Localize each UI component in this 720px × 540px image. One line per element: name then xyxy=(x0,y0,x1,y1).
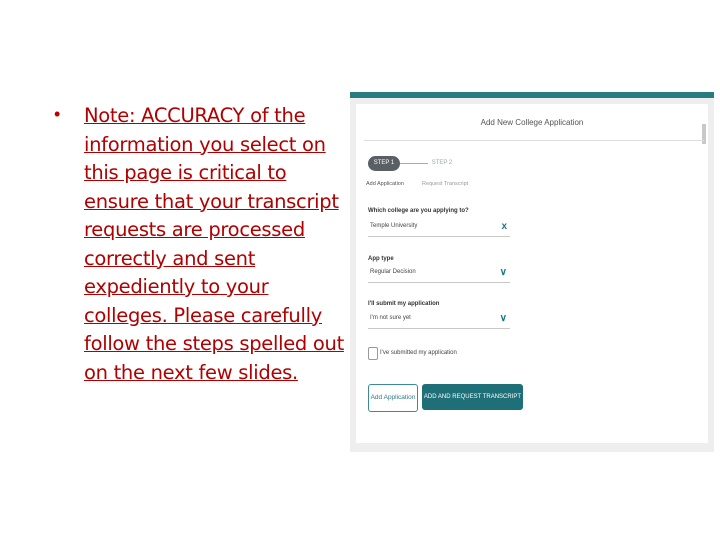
add-application-button[interactable]: Add Application xyxy=(368,384,418,412)
scrollbar[interactable] xyxy=(702,124,706,144)
step-1-badge[interactable]: STEP 1 xyxy=(368,156,400,171)
chevron-down-icon[interactable]: ∨ xyxy=(499,267,507,278)
step-connector xyxy=(400,163,428,164)
note-text: Note: ACCURACY of the information you select on this page is critical to ensure that your transcript requests are processed correctly and sent expediently to your colleges. Please carefully follow the steps spelled out on the next few slides. xyxy=(84,104,344,384)
college-field[interactable] xyxy=(368,220,510,237)
college-label: Which college are you applying to? xyxy=(368,208,469,214)
clear-x-icon[interactable]: x xyxy=(501,221,507,232)
submitted-checkbox-label: I've submitted my application xyxy=(380,350,457,356)
application-screenshot xyxy=(350,92,714,452)
step-2-badge[interactable]: STEP 2 xyxy=(431,160,453,166)
dialog-title: Add New College Application xyxy=(480,118,584,127)
add-application-dialog xyxy=(356,104,708,443)
divider xyxy=(364,140,704,141)
header-bar xyxy=(350,92,714,98)
add-and-request-transcript-button[interactable]: ADD AND REQUEST TRANSCRIPT xyxy=(422,384,523,410)
app-type-label: App type xyxy=(368,256,394,262)
submitted-checkbox[interactable] xyxy=(368,347,378,360)
submit-select[interactable] xyxy=(368,312,510,329)
app-type-select[interactable] xyxy=(368,266,510,283)
submit-label: I'll submit my application xyxy=(368,301,440,307)
college-value: Temple University xyxy=(370,223,418,229)
bullet-icon: • xyxy=(54,104,61,124)
step-1-label: Add Application xyxy=(366,181,404,187)
chevron-down-icon[interactable]: ∨ xyxy=(499,313,507,324)
app-type-value: Regular Decision xyxy=(370,269,416,275)
step-2-label: Request Transcript xyxy=(422,181,469,187)
submit-value: I'm not sure yet xyxy=(370,315,411,321)
